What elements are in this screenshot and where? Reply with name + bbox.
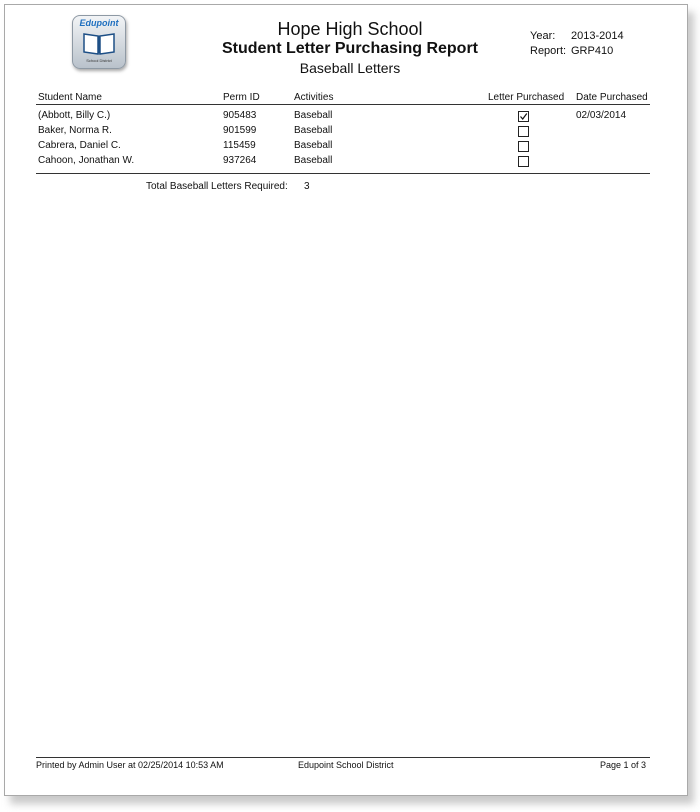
col-letter-purchased: Letter Purchased <box>488 92 565 103</box>
activity: Baseball <box>294 110 333 121</box>
student-name: Cahoon, Jonathan W. <box>38 155 135 166</box>
report-label: Report: <box>530 45 567 57</box>
school-name: Hope High School <box>277 19 423 39</box>
date-purchased: 02/03/2014 <box>576 110 627 121</box>
col-student-name: Student Name <box>38 92 102 103</box>
student-name: Cabrera, Daniel C. <box>38 140 121 151</box>
year-value: 2013-2014 <box>571 30 624 42</box>
logo-subtitle: School District <box>86 58 112 63</box>
perm-id: 115459 <box>223 140 256 151</box>
report-code: GRP410 <box>571 45 614 57</box>
activity: Baseball <box>294 140 333 151</box>
purchased-checkbox[interactable] <box>518 141 529 152</box>
footer-rule <box>36 757 650 758</box>
col-activities: Activities <box>294 92 334 103</box>
col-date-purchased: Date Purchased <box>576 92 648 103</box>
report-subtitle: Baseball Letters <box>299 60 401 76</box>
report-title: Student Letter Purchasing Report <box>221 40 479 57</box>
activity: Baseball <box>294 155 333 166</box>
total-label: Total Baseball Letters Required: <box>146 181 288 192</box>
purchased-checkbox[interactable] <box>518 126 529 137</box>
perm-id: 901599 <box>223 125 257 136</box>
col-perm-id: Perm ID <box>223 92 260 103</box>
table-bottom-rule <box>36 173 650 174</box>
logo-brand: Edupoint <box>79 18 119 28</box>
year-label: Year: <box>530 30 556 42</box>
perm-id: 937264 <box>223 155 257 166</box>
purchased-checkbox[interactable] <box>518 156 529 167</box>
purchased-checkbox[interactable] <box>518 111 529 122</box>
page-number: Page 1 of 3 <box>600 760 647 770</box>
printed-by: Printed by Admin User at 02/25/2014 10:53 AM <box>36 760 224 770</box>
student-name: (Abbott, Billy C.) <box>38 110 111 121</box>
student-name: Baker, Norma R. <box>38 125 112 136</box>
total-value: 3 <box>304 181 310 192</box>
header-rule <box>36 104 650 105</box>
perm-id: 905483 <box>223 110 257 121</box>
checkmark-icon <box>519 112 528 121</box>
footer-district: Edupoint School District <box>298 760 394 770</box>
report-page <box>4 4 688 796</box>
activity: Baseball <box>294 125 333 136</box>
